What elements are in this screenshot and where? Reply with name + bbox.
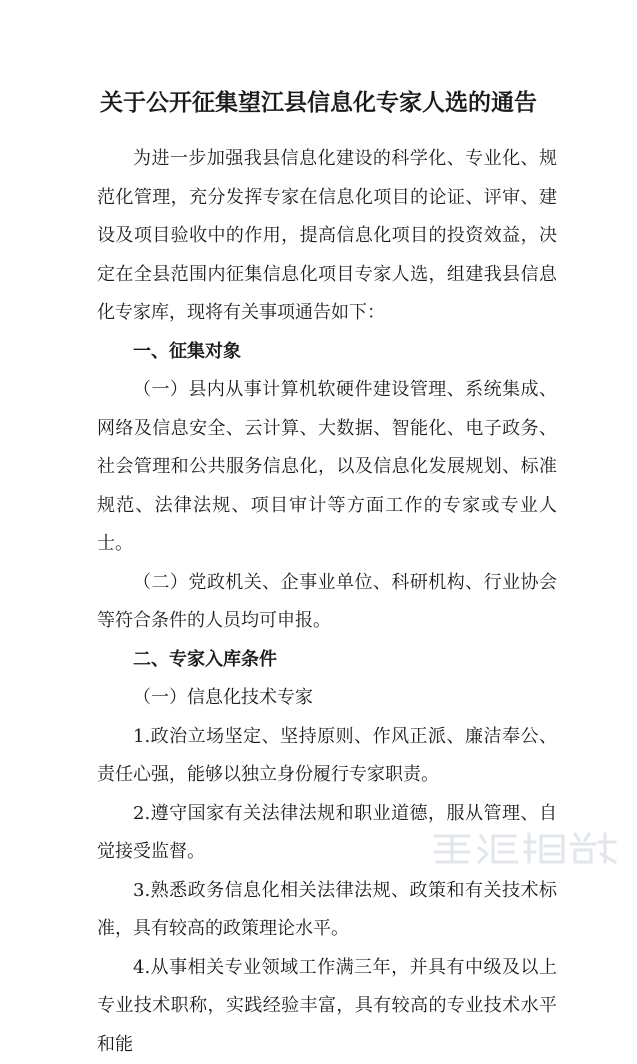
condition-item-3: 3.熟悉政务信息化相关法律法规、政策和有关技术标准，具有较高的政策理论水平。 xyxy=(97,872,557,949)
collection-target-item-2: （二）党政机关、企事业单位、科研机构、行业协会等符合条件的人员均可申报。 xyxy=(97,564,557,641)
collection-target-item-1: （一）县内从事计算机软硬件建设管理、系统集成、网络及信息安全、云计算、大数据、智能化、电子政务、社会管理和公共服务信息化，以及信息化发展规划、标准规范、法律法规、项目审计等方面工作的专家或专业人士。 xyxy=(97,371,557,564)
document-title: 关于公开征集望江县信息化专家人选的通告 xyxy=(0,84,637,117)
watermark-logo xyxy=(429,828,625,868)
condition-item-2: 2.遵守国家有关法律法规和职业道德，服从管理、自觉接受监督。 xyxy=(97,795,557,872)
section-heading-entry-conditions: 二、专家入库条件 xyxy=(97,641,557,680)
intro-paragraph: 为进一步加强我县信息化建设的科学化、专业化、规范化管理，充分发挥专家在信息化项目的论证、评审、建设及项目验收中的作用，提高信息化项目的投资效益，决定在全县范围内征集信息化项目专家人选，组建我县信息化专家库，现将有关事项通告如下： xyxy=(97,140,557,333)
section-heading-collection-targets: 一、征集对象 xyxy=(97,333,557,372)
condition-item-4: 4.从事相关专业领域工作满三年，并具有中级及以上专业技术职称，实践经验丰富，具有较高的专业技术水平和能 xyxy=(97,949,557,1064)
document-body xyxy=(97,140,557,1064)
subsection-heading-it-experts: （一）信息化技术专家 xyxy=(97,679,557,718)
condition-item-1: 1.政治立场坚定、坚持原则、作风正派、廉洁奉公、责任心强，能够以独立身份履行专家职责。 xyxy=(97,718,557,795)
